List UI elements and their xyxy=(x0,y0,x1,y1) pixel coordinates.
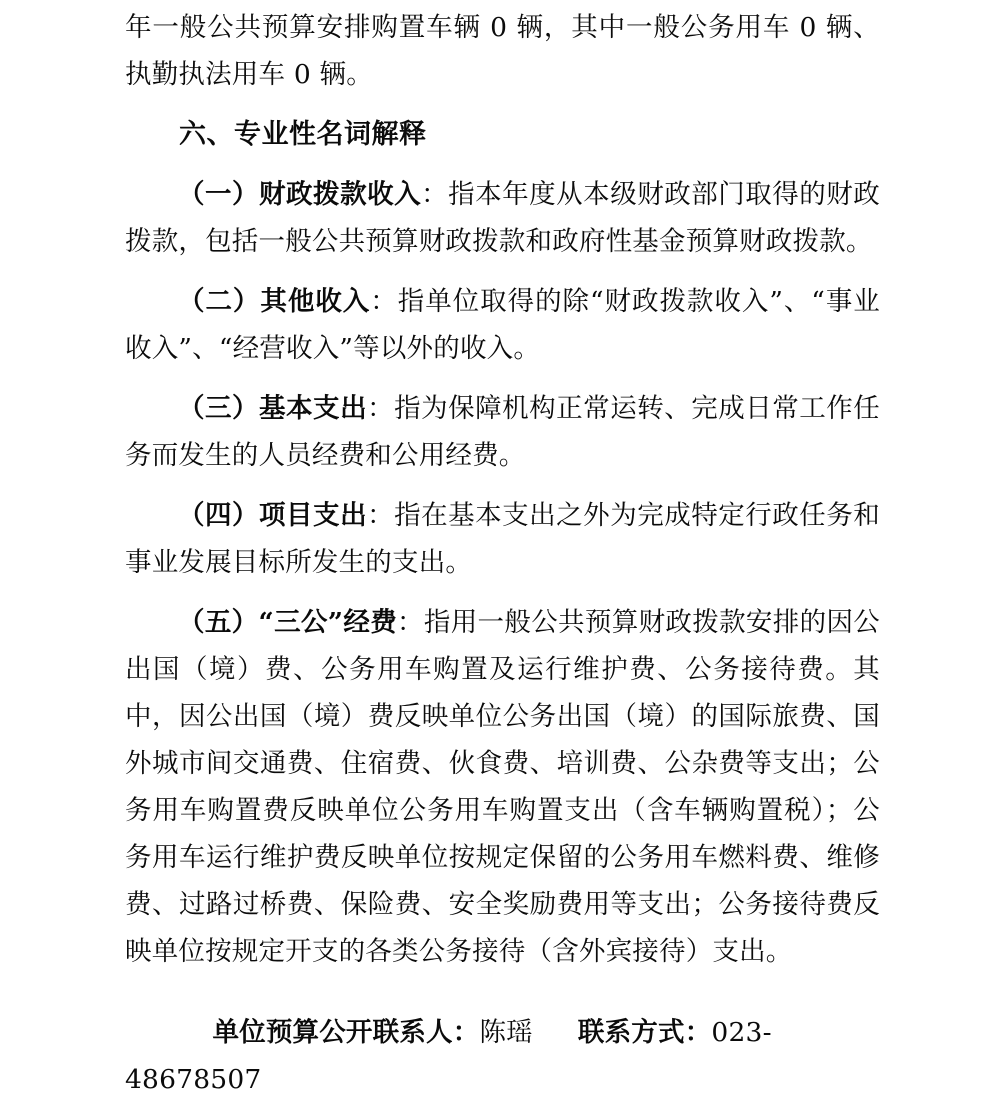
spacer xyxy=(125,586,880,599)
term-label: （一）财政拨款收入 xyxy=(178,179,422,210)
contact-person-label: 单位预算公开联系人： xyxy=(212,1017,480,1048)
term-item xyxy=(125,385,880,479)
term-label: （五）“三公”经费 xyxy=(178,607,398,638)
term-label: （二）其他收入 xyxy=(178,286,371,317)
continued-paragraph: 年一般公共预算安排购置车辆 0 辆，其中一般公务用车 0 辆、执勤执法用车 0 辆。 xyxy=(125,12,880,90)
term-item xyxy=(125,278,880,372)
spacer xyxy=(125,479,880,492)
term-text: ：指在基本支出之外为完成特定行政任务和事业发展目标所发生的支出。 xyxy=(125,500,880,578)
contact-phone-value: 023-48678507 xyxy=(125,1017,772,1095)
term-item xyxy=(125,171,880,265)
term-text: ：指用一般公共预算财政拨款安排的因公出国（境）费、公务用车购置及运行维护费、公务接待费。其中，因公出国（境）费反映单位公务出国（境）的国际旅费、国外城市间交通费、住宿费、伙食费、培训费、公杂费等支出；公务用车购置费反映单位公务用车购置支出（含车辆购置税）；公务用车运行维护费反映单位按规定保留的公务用车燃料费、维修费、过路过桥费、保险费、安全奖励费用等支出；公务接待费反映单位按规定开支的各类公务接待（含外宾接待）支出。 xyxy=(125,607,880,967)
spacer xyxy=(125,158,880,171)
document-body xyxy=(125,0,880,1103)
contact-line xyxy=(125,1009,880,1103)
spacer xyxy=(125,265,880,278)
term-item xyxy=(125,599,880,975)
term-label: （三）基本支出 xyxy=(178,393,368,424)
term-label: （四）项目支出 xyxy=(178,500,368,531)
term-text: ：指为保障机构正常运转、完成日常工作任务而发生的人员经费和公用经费。 xyxy=(125,393,880,471)
section-heading: 六、专业性名词解释 xyxy=(179,119,427,150)
contact-phone-label: 联系方式： xyxy=(577,1017,712,1048)
term-item xyxy=(125,492,880,586)
spacer xyxy=(125,372,880,385)
term-text: ：指单位取得的除“财政拨款收入”、“事业收入”、“经营收入”等以外的收入。 xyxy=(125,286,880,364)
term-text: ：指本年度从本级财政部门取得的财政拨款，包括一般公共预算财政拨款和政府性基金预算财政拨款。 xyxy=(125,179,880,257)
spacer xyxy=(125,975,880,1009)
contact-person-name: 陈瑶 xyxy=(479,1017,533,1048)
spacer xyxy=(125,98,880,111)
